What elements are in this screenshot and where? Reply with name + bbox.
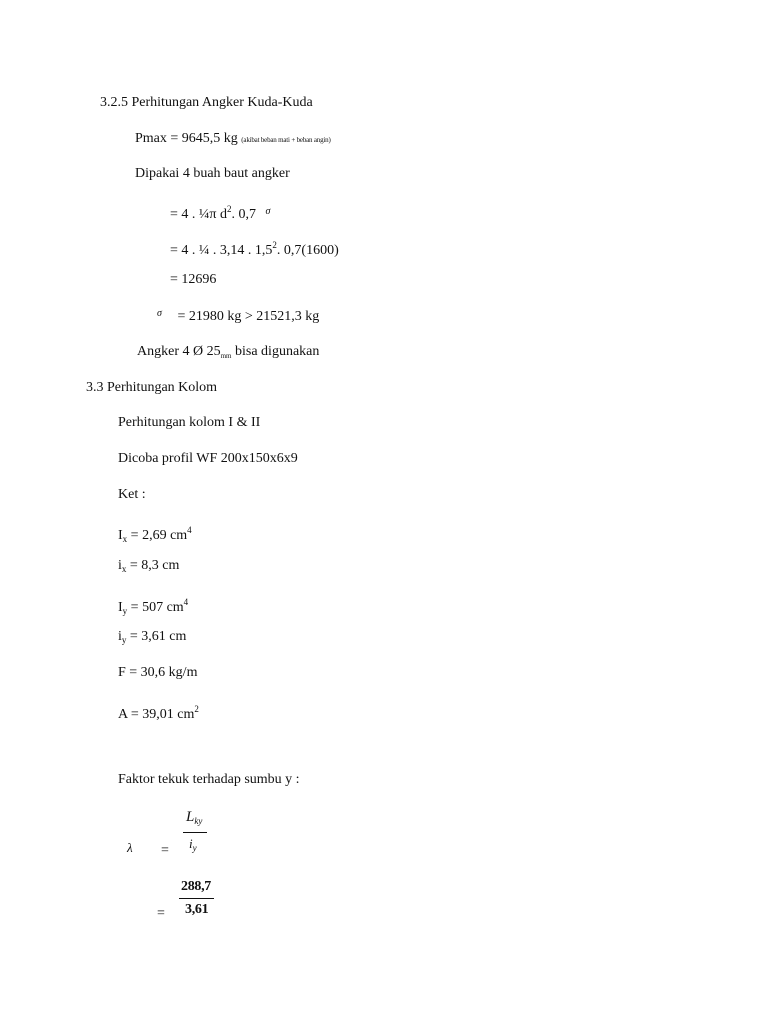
- ket-line: Ket :: [118, 487, 146, 502]
- Iy-line: [118, 594, 188, 619]
- fraction-denominator: [189, 836, 197, 856]
- angker-line: [137, 344, 319, 364]
- eq1-part-b: . 0,7: [231, 207, 256, 222]
- iy-line: [118, 629, 186, 648]
- pmax-line: [135, 131, 331, 148]
- lambda-symbol: λ: [127, 840, 133, 855]
- Iy-exponent: 4: [183, 597, 189, 607]
- Iy-subscript: y: [122, 606, 128, 616]
- equals-2: =: [157, 906, 165, 921]
- iy-symbol: i: [118, 629, 122, 644]
- eq2-part-a: = 4 . ¼ . 3,14 . 1,5: [170, 243, 273, 258]
- numerator-L: L: [186, 809, 195, 825]
- faktor-line: Faktor tekuk terhadap sumbu y :: [118, 772, 300, 787]
- section-title-3-2-5: 3.2.5 Perhitungan Angker Kuda-Kuda: [100, 95, 313, 110]
- sigma-symbol: σ: [265, 206, 271, 217]
- fraction2-numerator: 288,7: [181, 879, 212, 894]
- ix-line: [118, 558, 179, 577]
- eq4-text: = 21980 kg > 21521,3 kg: [177, 309, 320, 324]
- dipakai-line: Dipakai 4 buah baut angker: [135, 166, 290, 181]
- sigma-symbol-2: σ: [157, 308, 162, 319]
- ix-value: = 8,3 cm: [129, 558, 180, 573]
- fraction-numerator: [186, 809, 202, 829]
- Iy-symbol: I: [118, 600, 123, 615]
- numerator-subscript: ky: [194, 816, 203, 826]
- A-exponent: 2: [194, 704, 199, 714]
- ix-subscript: x: [121, 564, 127, 574]
- angker-unit: mm: [220, 352, 232, 360]
- eq2-exponent: 2: [272, 240, 277, 250]
- Ix-value: = 2,69 cm: [130, 528, 188, 543]
- pmax-text: Pmax = 9645,5 kg: [135, 131, 238, 146]
- A-line: [118, 701, 199, 723]
- angker-text: Angker 4 Ø 25: [137, 344, 221, 359]
- eq1-part-a: = 4 . ¼π d: [170, 207, 227, 222]
- Ix-line: [118, 522, 192, 547]
- Ix-symbol: I: [118, 528, 123, 543]
- ix-symbol: i: [118, 558, 122, 573]
- fraction-bar-2: [179, 898, 214, 899]
- iy-subscript: y: [121, 635, 127, 645]
- kolom-line: Perhitungan kolom I & II: [118, 415, 261, 430]
- pmax-note: (akibat beban mati + beban angin): [241, 136, 331, 144]
- angker-text-b: bisa digunakan: [235, 344, 320, 359]
- equation-4: [157, 309, 319, 326]
- A-value: A = 39,01 cm: [118, 707, 195, 722]
- iy-value: = 3,61 cm: [129, 629, 187, 644]
- section-title-3-3: 3.3 Perhitungan Kolom: [86, 380, 218, 395]
- denominator-i: i: [189, 836, 193, 851]
- equation-1: [170, 201, 270, 224]
- F-line: F = 30,6 kg/m: [118, 665, 198, 680]
- fraction-bar-1: [183, 832, 207, 833]
- eq2-part-b: . 0,7(1600): [276, 243, 339, 258]
- fraction2-denominator: 3,61: [185, 902, 209, 917]
- equation-3: = 12696: [170, 272, 217, 287]
- denominator-subscript: y: [192, 843, 197, 853]
- equals-1: =: [161, 843, 169, 858]
- eq1-exponent: 2: [226, 204, 232, 214]
- equation-2: [170, 237, 339, 259]
- Iy-value: = 507 cm: [130, 600, 184, 615]
- Ix-exponent: 4: [187, 525, 192, 535]
- Ix-subscript: x: [122, 534, 128, 544]
- dicoba-line: Dicoba profil WF 200x150x6x9: [118, 451, 298, 466]
